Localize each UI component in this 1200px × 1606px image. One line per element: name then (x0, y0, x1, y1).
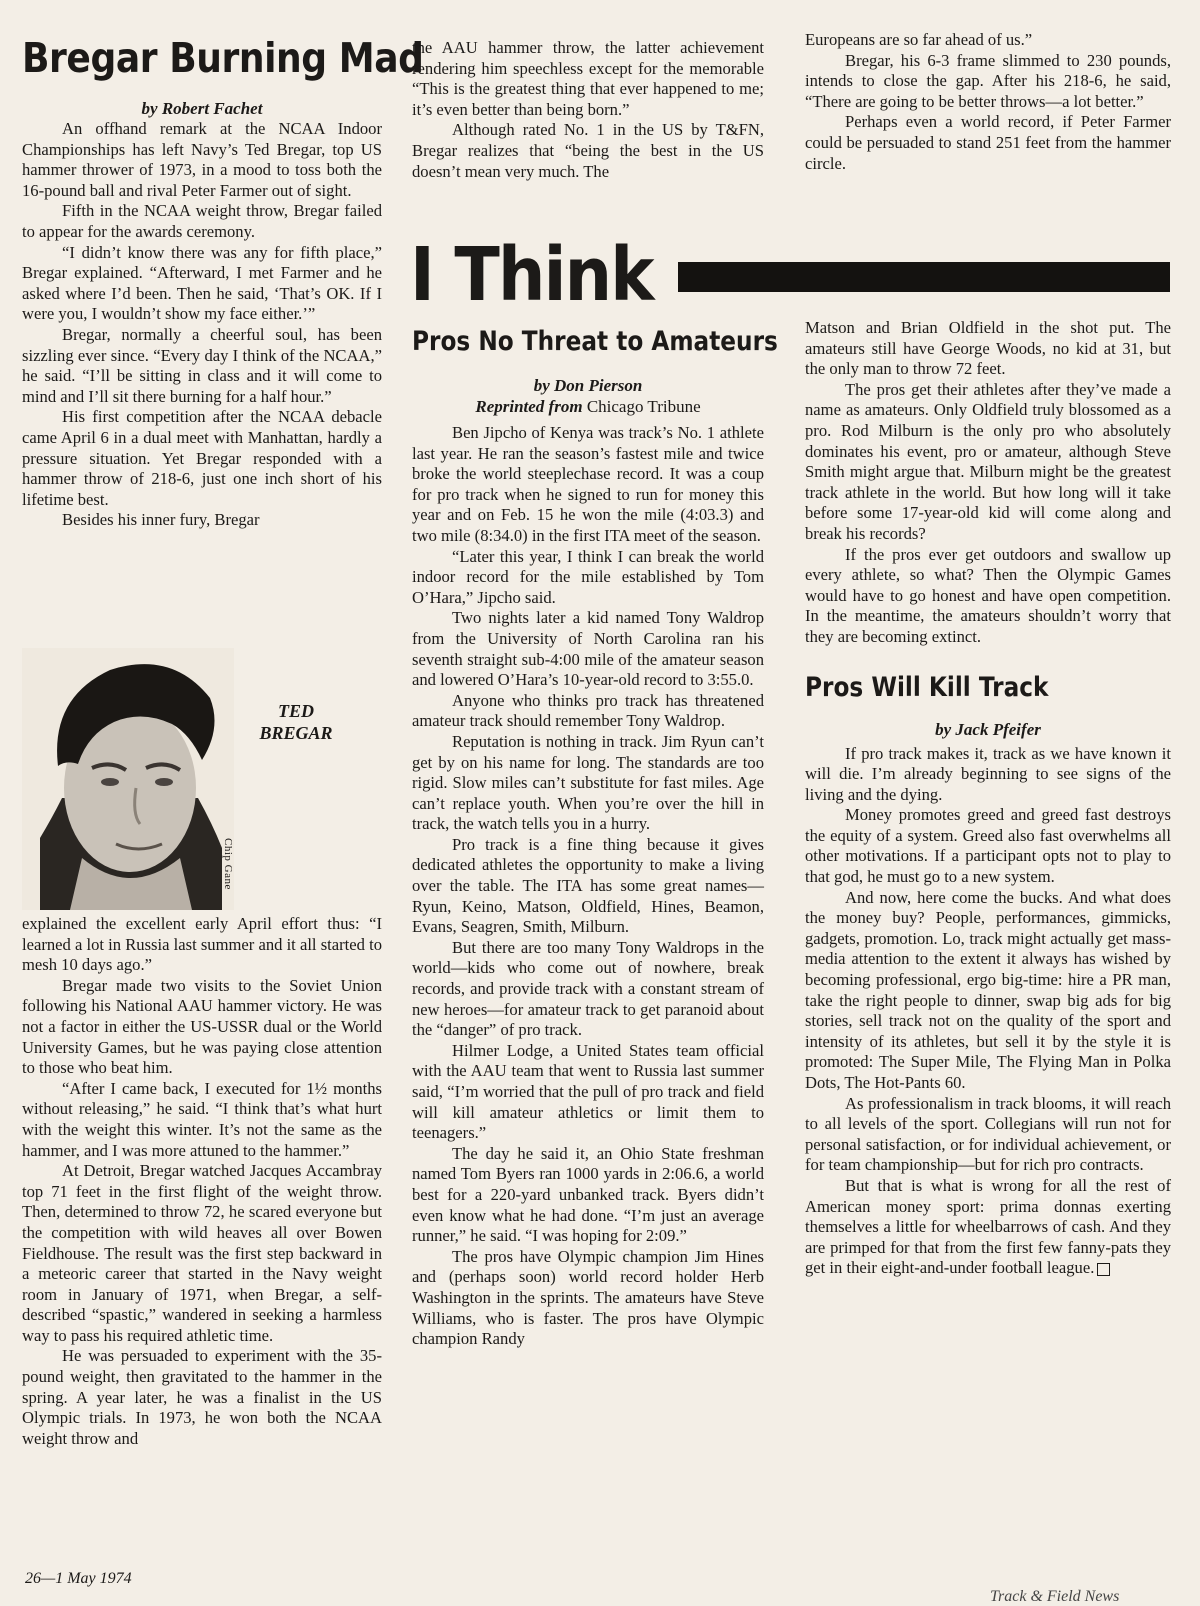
paragraph: Reputation is nothing in track. Jim Ryun can’t get by on his name for long. The standards are too rigid. Slow miles can’t substitute for fast miles. Age can’t replace youth. When you’re over the hill in track, the watch tells you in a hurry. (412, 731, 764, 834)
paragraph: Matson and Brian Oldfield in the shot put. The amateurs still have George Woods, no kid at 31, but the only man to throw 72 feet. (805, 318, 1171, 379)
section-heading-i-think: I Think (410, 232, 653, 318)
article1-body-bottom (22, 914, 382, 1449)
column-1 (22, 34, 424, 531)
column-2-lower (412, 326, 778, 1350)
paragraph: But that is what is wrong for all the rest of American money sport: prima donnas exerting themselves a little for wheelbarrows of cash. And they are primped for that from the first few fanny-pats they get in their eight-and-under football league. (805, 1175, 1171, 1278)
paragraph: Perhaps even a world record, if Peter Farmer could be persuaded to stand 251 feet from the hammer circle. (805, 112, 1171, 173)
reprint-label: Reprinted from (475, 397, 583, 416)
paragraph: “Later this year, I think I can break the world indoor record for the mile established by Tom O’Hara,” Jipcho said. (412, 546, 764, 607)
caption-line-1: TED (278, 701, 314, 721)
photo-credit: Chip Gane (222, 838, 234, 890)
paragraph: Bregar, normally a cheerful soul, has been sizzling ever since. “Every day I think of the NCAA,” he said. “I’ll be sitting in class and it will come to mind and I’ll sit there burning for a half hour.” (22, 324, 382, 406)
paragraph: Bregar made two visits to the Soviet Union following his National AAU hammer victory. He was not a factor in either the US-USSR dual or the World University Games, but he was paying close attention to those who beat him. (22, 975, 382, 1078)
column-1-bottom (22, 914, 382, 1449)
headline-pros-no-threat: Pros No Threat to Amateurs (412, 326, 778, 357)
paragraph: The pros have Olympic champion Jim Hines and (perhaps soon) world record holder Herb Washington in the sprints. The amateurs have Steve Williams, who is faster. The pros have Olympic champion Randy (412, 1246, 764, 1349)
paragraph: An offhand remark at the NCAA Indoor Championships has left Navy’s Ted Bregar, top US hammer thrower of 1973, in a mood to toss both the 16-pound ball and rival Peter Farmer out of sight. (22, 119, 382, 200)
reprint-source: Chicago Tribune (586, 397, 701, 416)
column-3 (805, 30, 1171, 174)
paragraph: He was persuaded to experiment with the 35-pound weight, then gravitated to the hammer in the spring. A year later, he was a finalist in the US Olympic trials. In 1973, he won both the NCAA weight throw and (22, 1346, 382, 1448)
paragraph: His first competition after the NCAA debacle came April 6 in a dual meet with Manhattan, hardly a pressure situation. Yet Bregar responded with a hammer throw of 218-6, just one inch short of his lifetime best. (22, 407, 382, 509)
column-2 (412, 38, 764, 182)
paragraph: Fifth in the NCAA weight throw, Bregar failed to appear for the awards ceremony. (22, 201, 382, 241)
paragraph: If pro track makes it, track as we have known it will die. I’m already beginning to see signs of the living and the dying. (805, 743, 1171, 804)
photo-caption (246, 700, 346, 744)
headline-pros-will-kill: Pros Will Kill Track (805, 671, 1049, 703)
paragraph: At Detroit, Bregar watched Jacques Accambray top 71 feet in the first flight of the weight throw. Then, determined to throw 72, he scared everyone but the competition with wild heaves all over Bowen Fieldhouse. The result was the first step backward in a meteoric career that started in the Navy weight room in January of 1971, when Bregar, a self-described “spastic,” wandered in seeking a harmless way to pass his required athletic time. (22, 1161, 382, 1345)
paragraph: “I didn’t know there was any for fifth place,” Bregar explained. “Afterward, I met Farmer and he asked where I’d been. Then he said, ‘That’s OK. If I were you, I wouldn’t show my face either.’” (22, 242, 382, 324)
paragraph: Two nights later a kid named Tony Waldrop from the University of North Carolina ran his seventh straight sub-4:00 mile of the amateur season and lowered O’Hara’s 10-year-old record to 3:55.0. (412, 608, 764, 690)
paragraph: As professionalism in track blooms, it will reach to all levels of the sport. Collegians will run not for personal satisfaction, or for individual achievement, or for team championship—but for rich pro contracts. (805, 1093, 1171, 1175)
photo-ted-bregar (22, 648, 234, 910)
paragraph: The day he said it, an Ohio State freshman named Tom Byers ran 1000 yards in 2:06.6, a world best for a 220-yard unbanked track. Byers didn’t even know what he had done. “I’m just an average runner,” he said. “I was hoping for 2:09.” (412, 1143, 764, 1246)
paragraph: Besides his inner fury, Bregar (62, 510, 260, 530)
section-rule-bar (678, 262, 1170, 292)
paragraph: If the pros ever get outdoors and swallow up every athlete, so what? Then the Olympic Games would have to go honest and have open competition. In the meantime, the amateurs shouldn’t worry that they are becoming extinct. (805, 544, 1171, 646)
byline-fachet: by Robert Fachet (141, 99, 263, 118)
end-of-article-mark (1097, 1263, 1110, 1276)
paragraph: But there are too many Tony Waldrops in the world—kids who come out of nowhere, break records, and provide track with a constant stream of new heroes—for amateur track to get paranoid about the “danger” of pro track. (412, 937, 764, 1040)
article3-body (805, 744, 1171, 1279)
paragraph: Europeans are so far ahead of us.” (805, 30, 1033, 49)
byline-pierson: by Don Pierson (533, 376, 643, 395)
paragraph: Ben Jipcho of Kenya was track’s No. 1 athlete last year. He ran the season’s fastest mile and twice broke the world steeplechase record. It was a coup for pro track when he signed to run for money this year and on Feb. 15 he won the mile (4:03.3) and two mile (8:34.0) in the first ITA meet of the season. (412, 423, 764, 545)
paragraph: Although rated No. 1 in the US by T&FN, Bregar realizes that “being the best in the US doesn’t mean very much. The (412, 120, 764, 181)
article1-body-top (22, 119, 382, 531)
paragraph: Money promotes greed and greed fast destroys the equity of a system. Greed also fast overwhelms all other motivations. If a participant opts not to play to that god, he must go to a new system. (805, 805, 1171, 887)
paragraph: explained the excellent early April effort thus: “I learned a lot in Russia last summer and it all started to mesh 10 days ago.” (22, 914, 382, 975)
paragraph: Pro track is a fine thing because it gives dedicated athletes the opportunity to make a living over the table. The ITA has some great names—Ryun, Keino, Matson, Oldfield, Hines, Beamon, Evans, Seagren, Smith, Milburn. (412, 834, 764, 937)
caption-line-2: BREGAR (259, 723, 333, 743)
portrait-image (22, 648, 234, 910)
paragraph: The pros get their athletes after they’ve made a name as amateurs. Only Oldfield truly blossomed as a pro. Rod Milburn is the only pro who absolutely dominates his event, pro or amateur, although Steve Smith might argue that. Milburn might be the greatest track athlete in the world. But how long will it take before some 17-year-old kid will come along and break his records? (805, 379, 1171, 543)
reprint-line (412, 396, 764, 417)
column-3-lower (805, 318, 1171, 1279)
publication-name: Track & Field News (990, 1588, 1120, 1605)
article1-ending (805, 30, 1171, 174)
article2-continued (805, 318, 1171, 648)
article2-body (412, 423, 764, 1350)
article1-continued (412, 38, 764, 182)
paragraph: Anyone who thinks pro track has threatened amateur track should remember Tony Waldrop. (412, 690, 764, 731)
paragraph: the AAU hammer throw, the latter achievement rendering him speechless except for the memorable “This is the greatest thing that ever happened to me; it’s even better than being born.” (412, 38, 764, 119)
paragraph: Bregar, his 6-3 frame slimmed to 230 pounds, intends to close the gap. After his 218-6, he said, “There are going to be better throws—a lot better.” (805, 50, 1171, 111)
page-number-date: 26—1 May 1974 (25, 1570, 132, 1587)
paragraph: “After I came back, I executed for 1½ months without releasing,” he said. “I think that’s what hurt with the weight this winter. It’s not the same as the hammer, and I was more attuned to the hammer.” (22, 1078, 382, 1160)
headline-bregar: Bregar Burning Mad (22, 34, 424, 82)
paragraph: Hilmer Lodge, a United States team official with the AAU team that went to Russia last summer said, “I’m worried that the pull of pro track and field will kill amateur athletics or limit them to teenagers.” (412, 1040, 764, 1143)
paragraph: And now, here come the bucks. And what does the money buy? People, performances, gimmicks, gadgets, promotion. Lo, track might actually get mass-media attention to the extent it always has wished by becoming professional, ergo big-time: hire a PR man, take the right people to dinner, swap big ads for big stories, sell track not on the quality of the sport and intensity of its athletes, but sell it by the style it is promoted: The Super Mile, The Flying Man in Polka Dots, The Hot-Pants 60. (805, 887, 1171, 1092)
byline-pfeifer: by Jack Pfeifer (935, 719, 1041, 739)
